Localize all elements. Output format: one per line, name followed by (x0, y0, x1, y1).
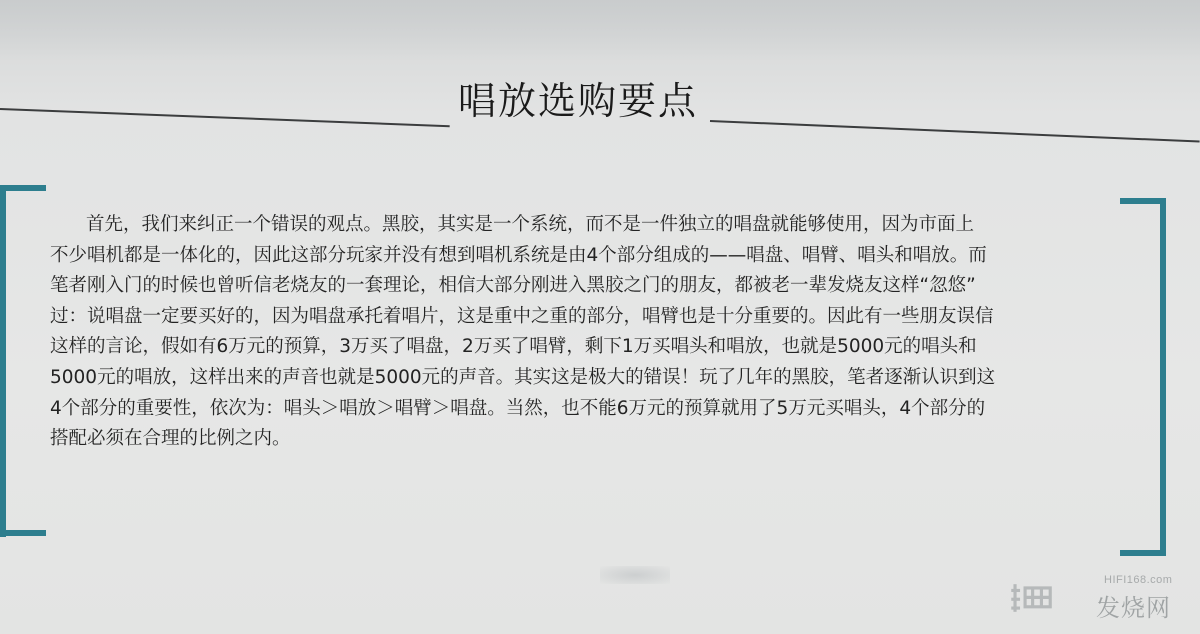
paragraph-line: 4个部分的重要性，依次为：唱头＞唱放＞唱臂＞唱盘。当然，也不能6万元的预算就用了5万元买唱头，4个部分的 (50, 397, 986, 419)
paragraph-line: 过：说唱盘一定要买好的，因为唱盘承托着唱片，这是重中之重的部分，唱臂也是十分重要的。因此有一些朋友误信 (50, 305, 994, 327)
watermark-logo-icon (1010, 572, 1054, 624)
watermark-name: 发烧网 (1096, 594, 1171, 622)
title-rule-right (710, 120, 1200, 143)
right-bracket-vertical (1160, 198, 1166, 556)
print-smudge (600, 566, 670, 584)
right-bracket-bottom (1120, 550, 1166, 556)
site-watermark (1006, 572, 1186, 624)
page-title: 唱放选购要点 (458, 79, 699, 123)
paragraph-line: 搭配必须在合理的比例之内。 (50, 428, 291, 450)
title-rule-left (0, 108, 450, 127)
paragraph-line: 5000元的唱放，这样出来的声音也就是5000元的声音。其实这是极大的错误！玩了几年的黑胶，笔者逐渐认识到这 (50, 366, 996, 388)
left-bracket-top (0, 185, 46, 251)
paragraph-line: 笔者刚入门的时候也曾听信老烧友的一套理论，相信大部分刚进入黑胶之门的朋友，都被老一辈发烧友这样“忽悠” (50, 275, 976, 297)
paragraph-line: 不少唱机都是一体化的，因此这部分玩家并没有想到唱机系统是由4个部分组成的——唱盘、唱臂、唱头和唱放。而 (50, 244, 987, 266)
left-bracket-bottom (0, 530, 46, 536)
paragraph-line: 这样的言论，假如有6万元的预算，3万买了唱盘，2万买了唱臂，剩下1万买唱头和唱放，也就是5000元的唱头和 (50, 336, 977, 358)
left-bracket-vertical (0, 185, 6, 537)
paragraph-line: 首先，我们来纠正一个错误的观点。黑胶，其实是一个系统，而不是一件独立的唱盘就能够使用，因为市面上 (86, 214, 975, 235)
watermark-url: HIFI168.com (1104, 574, 1173, 586)
top-shadow (0, 0, 1200, 60)
article-paragraph (50, 210, 1155, 455)
